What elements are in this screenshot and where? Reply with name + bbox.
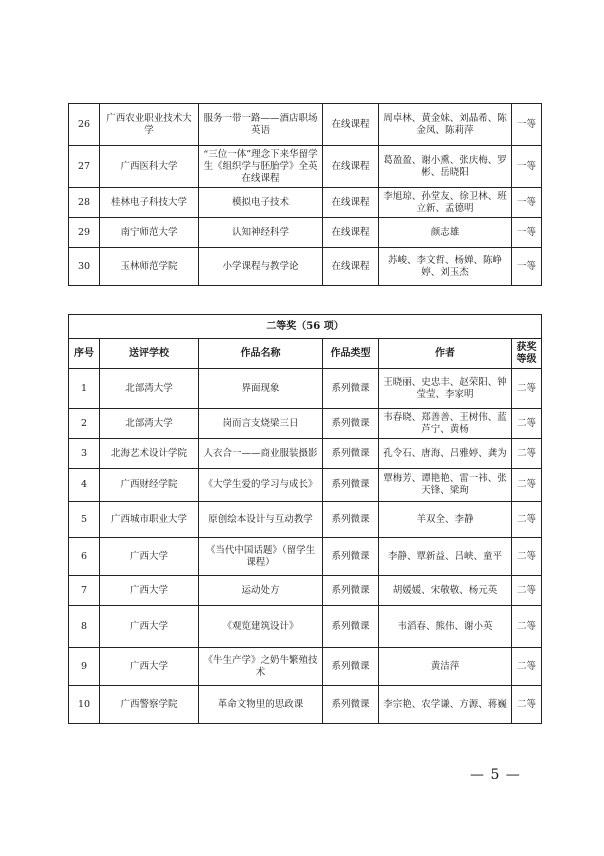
header-school: 送评学校 (100, 339, 199, 369)
cell-type: 系列微课 (323, 502, 379, 538)
cell-level: 二等 (512, 606, 542, 648)
cell-authors: 李旭琼、孙堂友、徐卫林、班立新、孟德明 (379, 188, 512, 218)
table-row (69, 502, 542, 538)
cell-no: 7 (69, 576, 100, 606)
cell-school: 玉林师范学院 (100, 248, 199, 286)
cell-type: 系列微课 (323, 538, 379, 576)
table-row (69, 469, 542, 502)
cell-type: 在线课程 (323, 188, 379, 218)
top-awards-table (68, 103, 542, 286)
header-work: 作品名称 (199, 339, 323, 369)
cell-no: 4 (69, 469, 100, 502)
cell-level: 二等 (512, 369, 542, 409)
cell-level: 二等 (512, 469, 542, 502)
cell-type: 系列微课 (323, 369, 379, 409)
cell-level: 二等 (512, 502, 542, 538)
table-row (69, 576, 542, 606)
cell-work: “三位一体”理念下来华留学生《组织学与胚胎学》全英在线课程 (199, 146, 323, 188)
cell-no: 9 (69, 648, 100, 686)
cell-level: 一等 (512, 146, 542, 188)
cell-type: 在线课程 (323, 104, 379, 146)
header-type: 作品类型 (323, 339, 379, 369)
cell-school: 北部湾大学 (100, 409, 199, 439)
cell-no: 3 (69, 439, 100, 469)
cell-school: 广西大学 (100, 648, 199, 686)
cell-no: 26 (69, 104, 100, 146)
cell-level: 一等 (512, 248, 542, 286)
cell-authors: 胡媛媛、宋敬敬、杨元英 (379, 576, 512, 606)
cell-type: 在线课程 (323, 218, 379, 248)
cell-school: 广西城市职业大学 (100, 502, 199, 538)
cell-work: 革命文物里的思政课 (199, 686, 323, 724)
cell-work: 《牛生产学》之奶牛繁殖技术 (199, 648, 323, 686)
cell-authors: 覃梅芳、谭艳艳、雷一祎、张天锋、梁珣 (379, 469, 512, 502)
cell-school: 广西农业职业技术大学 (100, 104, 199, 146)
section-title: 二等奖（56 项） (69, 315, 542, 339)
cell-school: 南宁师范大学 (100, 218, 199, 248)
cell-authors: 葛盈盈、谢小熏、张庆梅、罗彬、岳晓阳 (379, 146, 512, 188)
cell-school: 广西财经学院 (100, 469, 199, 502)
cell-type: 系列微课 (323, 576, 379, 606)
cell-no: 10 (69, 686, 100, 724)
header-no: 序号 (69, 339, 100, 369)
cell-school: 广西大学 (100, 576, 199, 606)
table-row (69, 146, 542, 188)
top-awards-body (69, 104, 542, 286)
cell-no: 8 (69, 606, 100, 648)
cell-work: 岗而言支烧梁三日 (199, 409, 323, 439)
cell-school: 广西医科大学 (100, 146, 199, 188)
cell-no: 30 (69, 248, 100, 286)
cell-authors: 苏峻、李文哲、杨婵、陈峥婷、刘玉杰 (379, 248, 512, 286)
second-prize-table (68, 314, 542, 724)
cell-level: 二等 (512, 409, 542, 439)
cell-work: 模拟电子技术 (199, 188, 323, 218)
page-number: — 5 — (470, 767, 521, 783)
cell-school: 广西警察学院 (100, 686, 199, 724)
header-authors: 作者 (379, 339, 512, 369)
cell-level: 二等 (512, 538, 542, 576)
cell-authors: 颜志雄 (379, 218, 512, 248)
cell-type: 系列微课 (323, 648, 379, 686)
cell-work: 认知神经科学 (199, 218, 323, 248)
cell-level: 一等 (512, 218, 542, 248)
cell-school: 桂林电子科技大学 (100, 188, 199, 218)
cell-work: 原创绘本设计与互动教学 (199, 502, 323, 538)
table-row (69, 369, 542, 409)
cell-work: 人衣合一——商业服装摄影 (199, 439, 323, 469)
cell-level: 二等 (512, 576, 542, 606)
cell-work: 界面现象 (199, 369, 323, 409)
cell-authors: 韦春晓、郑善善、王树伟、蓝芦宁、黄杨 (379, 409, 512, 439)
table-row (69, 248, 542, 286)
cell-level: 二等 (512, 648, 542, 686)
cell-type: 系列微课 (323, 606, 379, 648)
cell-level: 二等 (512, 439, 542, 469)
cell-authors: 周卓林、黄金妹、刘晶希、陈金凤、陈莉萍 (379, 104, 512, 146)
cell-work: 小学课程与教学论 (199, 248, 323, 286)
cell-authors: 黄洁萍 (379, 648, 512, 686)
table-row (69, 606, 542, 648)
cell-type: 系列微课 (323, 439, 379, 469)
cell-authors: 李宗艳、农学谦、方源、蒋巍 (379, 686, 512, 724)
table-row (69, 439, 542, 469)
cell-no: 5 (69, 502, 100, 538)
cell-no: 27 (69, 146, 100, 188)
cell-no: 1 (69, 369, 100, 409)
cell-type: 在线课程 (323, 146, 379, 188)
table-row (69, 218, 542, 248)
cell-level: 一等 (512, 104, 542, 146)
cell-authors: 韦滔春、熊伟、谢小英 (379, 606, 512, 648)
table-row (69, 409, 542, 439)
cell-school: 北部湾大学 (100, 369, 199, 409)
cell-work: 《大学生爱的学习与成长》 (199, 469, 323, 502)
cell-authors: 李静、覃新益、吕峡、童平 (379, 538, 512, 576)
cell-type: 在线课程 (323, 248, 379, 286)
cell-school: 北海艺术设计学院 (100, 439, 199, 469)
cell-no: 28 (69, 188, 100, 218)
table-row (69, 188, 542, 218)
cell-work: 《当代中国话题》（留学生课程） (199, 538, 323, 576)
cell-no: 29 (69, 218, 100, 248)
cell-no: 6 (69, 538, 100, 576)
cell-work: 服务一带一路——酒店职场英语 (199, 104, 323, 146)
table-row (69, 648, 542, 686)
second-prize-body (69, 369, 542, 724)
cell-work: 运动处方 (199, 576, 323, 606)
cell-authors: 王晓丽、史忠丰、赵荣阳、钟莹莹、李家明 (379, 369, 512, 409)
cell-type: 系列微课 (323, 686, 379, 724)
cell-level: 二等 (512, 686, 542, 724)
cell-type: 系列微课 (323, 409, 379, 439)
cell-authors: 羊双全、李静 (379, 502, 512, 538)
cell-school: 广西大学 (100, 606, 199, 648)
cell-type: 系列微课 (323, 469, 379, 502)
cell-authors: 孔令石、唐海、吕雅婷、龚为 (379, 439, 512, 469)
table-row (69, 538, 542, 576)
table-row (69, 104, 542, 146)
cell-work: 《观览建筑设计》 (199, 606, 323, 648)
cell-level: 一等 (512, 188, 542, 218)
cell-school: 广西大学 (100, 538, 199, 576)
cell-no: 2 (69, 409, 100, 439)
table-row (69, 686, 542, 724)
header-level: 获奖等级 (512, 339, 542, 369)
